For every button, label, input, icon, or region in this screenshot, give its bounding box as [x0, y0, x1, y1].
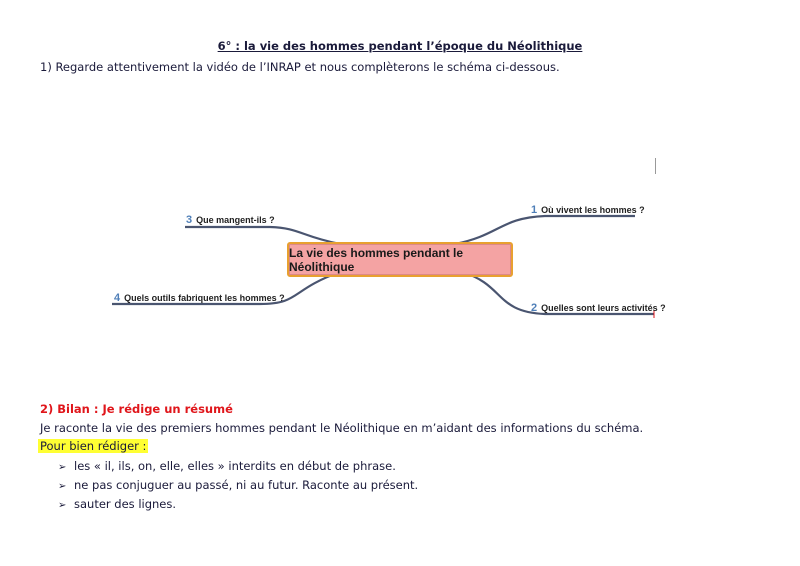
bullet-arrow-icon: ➢: [58, 481, 67, 492]
mindmap-branch-3: [186, 214, 275, 226]
mindmap-branch-1: [531, 204, 645, 216]
branch-label: Quels outils fabriquent les hommes ?: [124, 293, 285, 303]
branch-number: 2: [531, 302, 538, 314]
bilan-paragraph: Je raconte la vie des premiers hommes pendant le Néolithique en m’aidant des informations du schéma.: [40, 421, 644, 435]
page-title: 6° : la vie des hommes pendant l’époque du Néolithique: [217, 39, 583, 53]
bullet-arrow-icon: ➢: [58, 500, 67, 511]
branch-label: Où vivent les hommes ?: [541, 205, 645, 215]
branch-number: 3: [186, 214, 193, 226]
vertical-mark: [655, 158, 656, 174]
list-item: ➢ ne pas conjuguer au passé, ni au futur. Raconte au présent.: [58, 478, 419, 492]
bilan-heading: 2) Bilan : Je rédige un résumé: [40, 402, 233, 416]
mindmap-central-node: La vie des hommes pendant le Néolithique: [287, 242, 513, 277]
instruction-text: 1) Regarde attentivement la vidéo de l’INRAP et nous complèterons le schéma ci-dessous.: [40, 60, 560, 74]
list-item: ➢ sauter des lignes.: [58, 497, 177, 511]
branch-number: 1: [531, 204, 538, 216]
branch-label: Quelles sont leurs activités ?: [541, 303, 666, 313]
bilan-tip-highlight: Pour bien rédiger :: [40, 439, 147, 453]
bullet-arrow-icon: ➢: [58, 462, 67, 473]
list-item: ➢ les « il, ils, on, elle, elles » interdits en début de phrase.: [58, 459, 396, 473]
branch-1-curve: [455, 216, 635, 244]
mindmap-branch-2: [531, 302, 666, 314]
mindmap-branch-4: [114, 292, 285, 304]
branch-number: 4: [114, 292, 121, 304]
branch-label: Que mangent-ils ?: [196, 215, 275, 225]
